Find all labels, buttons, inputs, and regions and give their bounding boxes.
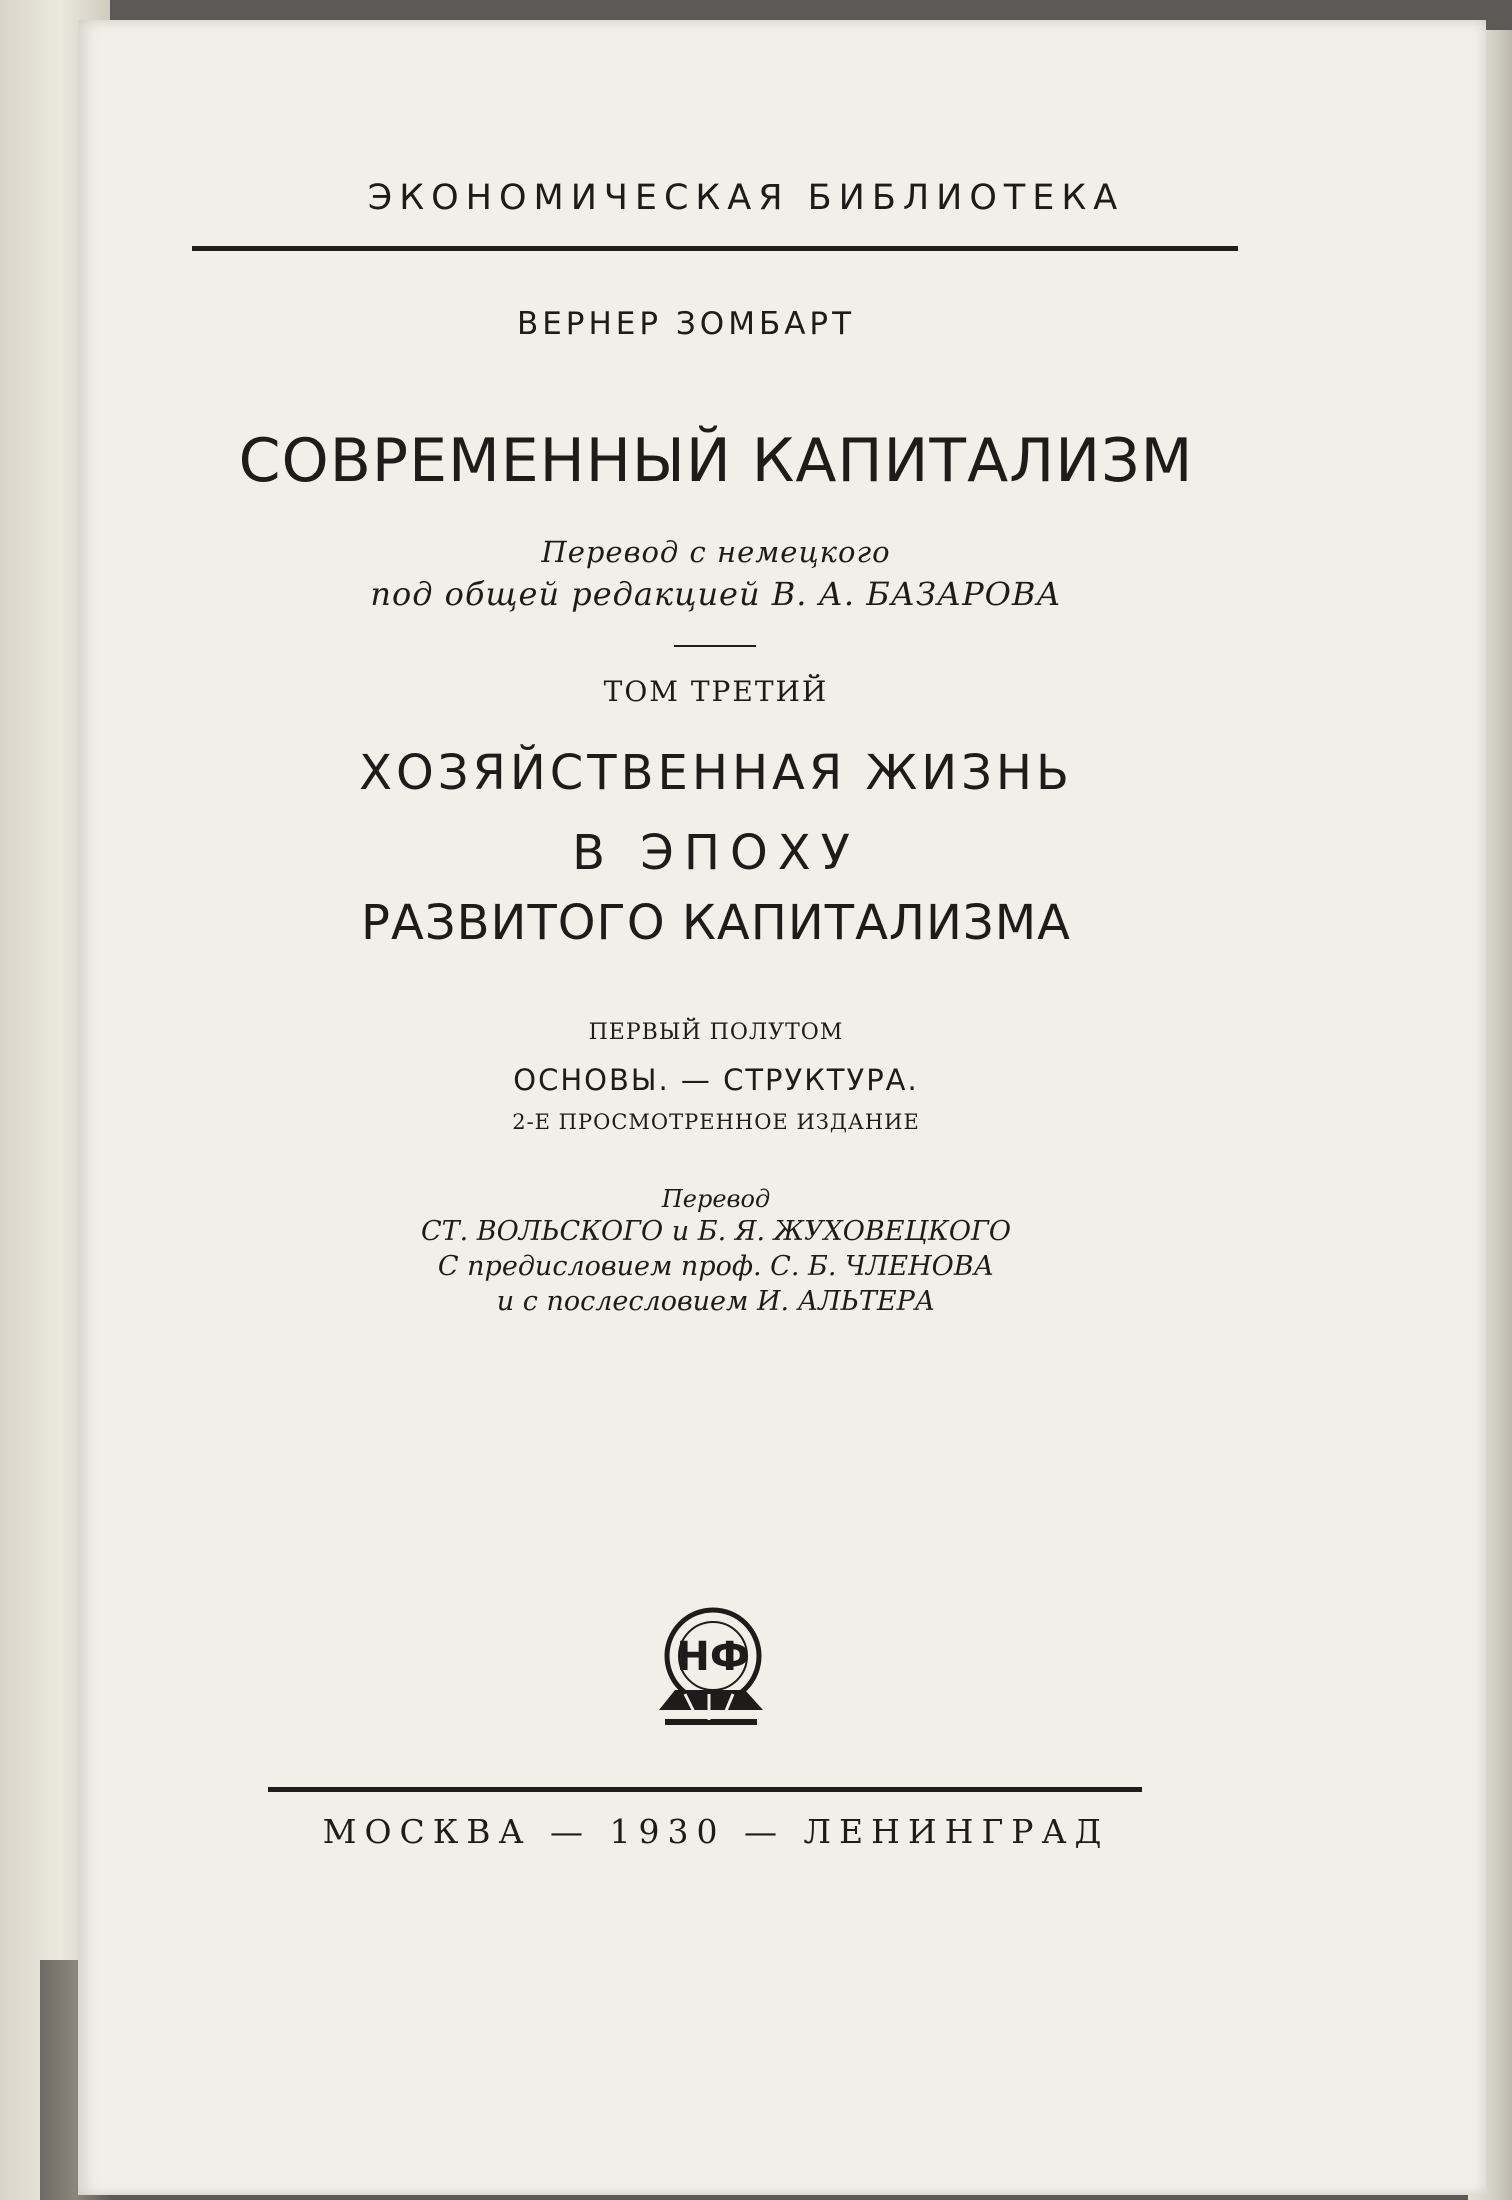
subtitle-line-3: РАЗВИТОГО КАПИТАЛИЗМА bbox=[361, 895, 1071, 951]
author-name: ВЕРНЕР ЗОМБАРТ bbox=[516, 306, 856, 342]
series-name: ЭКОНОМИЧЕСКАЯ БИБЛИОТЕКА bbox=[367, 178, 1125, 218]
subtitle-line-2: В ЭПОХУ bbox=[572, 825, 860, 881]
half-volume-label: ПЕРВЫЙ ПОЛУТОМ bbox=[588, 1020, 844, 1045]
title-page bbox=[78, 20, 1486, 2195]
translation-note: Перевод с немецкого bbox=[541, 535, 891, 569]
bottom-rule bbox=[268, 1787, 1142, 1792]
preface-credit: С предисловием проф. С. Б. ЧЛЕНОВА bbox=[437, 1251, 995, 1282]
afterword-credit: и с послесловием И. АЛЬТЕРА bbox=[496, 1286, 936, 1317]
editor-note: под общей редакцией В. А. БАЗАРОВА bbox=[370, 575, 1062, 613]
edition-label: 2-Е ПРОСМОТРЕННОЕ ИЗДАНИЕ bbox=[512, 1110, 920, 1134]
imprint-line: МОСКВА — 1930 — ЛЕНИНГРАД bbox=[322, 1812, 1110, 1851]
top-rule bbox=[192, 246, 1238, 251]
logo-monogram: НФ bbox=[676, 1634, 750, 1680]
translators-label: Перевод bbox=[661, 1185, 771, 1213]
parts-label: ОСНОВЫ. — СТРУКТУРА. bbox=[513, 1063, 919, 1097]
book-title: СОВРЕМЕННЫЙ КАПИТАЛИЗМ bbox=[238, 426, 1194, 496]
translators-names: СТ. ВОЛЬСКОГО и Б. Я. ЖУХОВЕЦКОГО bbox=[420, 1216, 1012, 1247]
publisher-logo bbox=[645, 1598, 775, 1728]
subtitle-line-1: ХОЗЯЙСТВЕННАЯ ЖИЗНЬ bbox=[359, 745, 1073, 801]
volume-label: ТОМ ТРЕТИЙ bbox=[603, 675, 829, 708]
short-divider bbox=[674, 645, 756, 647]
